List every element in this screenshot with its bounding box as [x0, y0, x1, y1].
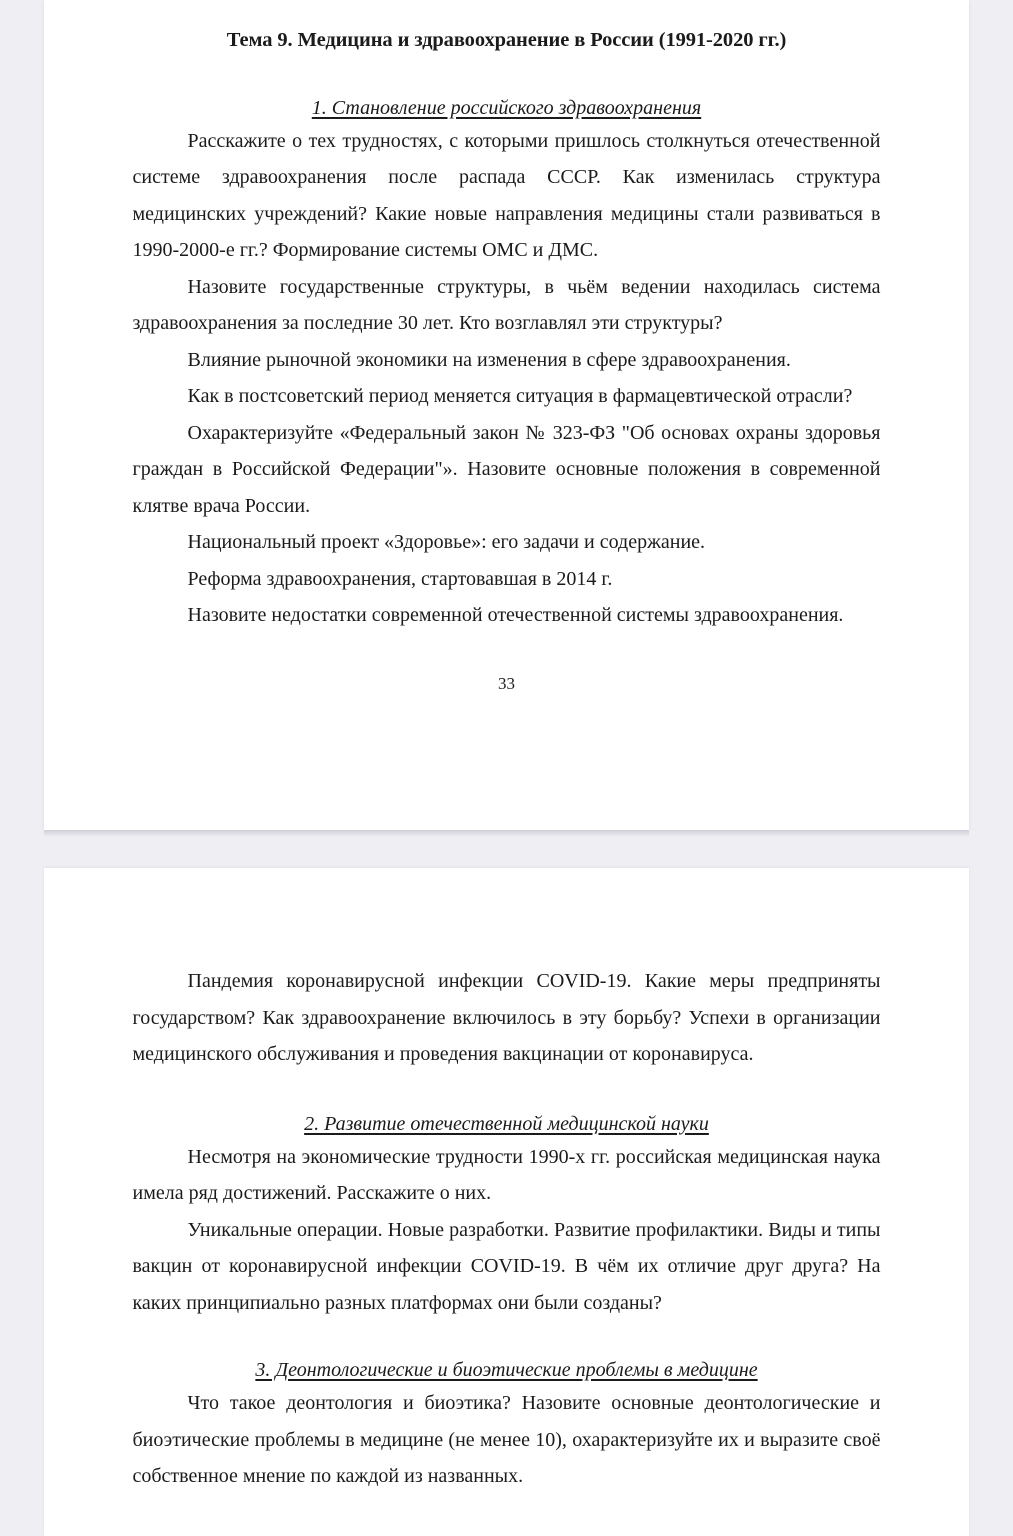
- paragraph: Расскажите о тех трудностях, с которыми пришлось столкнуться отечественной системе здравоохранения после распада СССР. Как изменилась структура медицинских учреждений? Какие новые направления медицины стали развиваться в 1990-2000-е гг.? Формирование системы ОМС и ДМС.: [132, 129, 881, 262]
- document-page-2: [44, 868, 969, 1536]
- page-1-content: [133, 0, 881, 694]
- section-heading-1: 1. Становление российского здравоохранения: [311, 96, 702, 119]
- section-heading-2: 2. Развитие отечественной медицинской науки: [304, 1112, 709, 1135]
- paragraph: Несмотря на экономические трудности 1990-х гг. российская медицинская наука имела ряд достижений. Расскажите о них.: [132, 1145, 881, 1204]
- paragraph: Охарактеризуйте «Федеральный закон № 323-ФЗ "Об основах охраны здоровья граждан в Российской Федерации"». Назовите основные положения в современной клятве врача России.: [132, 421, 881, 517]
- page-break-shadow: [44, 830, 969, 837]
- paragraph: Что такое деонтология и биоэтика? Назовите основные деонтологические и биоэтические проблемы в медицине (не менее 10), охарактеризуйте их и выразите своё собственное мнение по каждой из названных.: [132, 1392, 881, 1487]
- paragraph: Пандемия коронавирусной инфекции COVID-19. Какие меры предприняты государством? Как здравоохранение включилось в эту борьбу? Успехи в организации медицинского обслуживания и проведения вакцинации от коронавируса.: [132, 970, 881, 1065]
- paragraph: Назовите недостатки современной отечественной системы здравоохранения.: [187, 604, 844, 627]
- paragraph: Национальный проект «Здоровье»: его задачи и содержание.: [187, 531, 706, 554]
- paragraph: Реформа здравоохранения, стартовавшая в 2014 г.: [187, 567, 613, 590]
- page-number: 33: [498, 673, 515, 693]
- page-title: Тема 9. Медицина и здравоохранение в России (1991-2020 гг.): [226, 29, 787, 51]
- paragraph: Уникальные операции. Новые разработки. Развитие профилактики. Виды и типы вакцин от коронавирусной инфекции COVID-19. В чём их отличие друг друга? На каких принципиально разных платформах они были созданы?: [132, 1218, 881, 1314]
- page-2-content: [133, 868, 881, 1495]
- paragraph: Назовите государственные структуры, в чьём ведении находилась система здравоохранения за последние 30 лет. Кто возглавлял эти структуры?: [132, 275, 881, 335]
- document-page-1: [44, 0, 969, 830]
- page-2-top-margin: [133, 868, 881, 963]
- paragraph: Влияние рыночной экономики на изменения в сфере здравоохранения.: [187, 348, 791, 371]
- paragraph: Как в постсоветский период меняется ситуация в фармацевтической отрасли?: [187, 385, 853, 408]
- section-heading-3: 3. Деонтологические и биоэтические проблемы в медицине: [255, 1359, 758, 1381]
